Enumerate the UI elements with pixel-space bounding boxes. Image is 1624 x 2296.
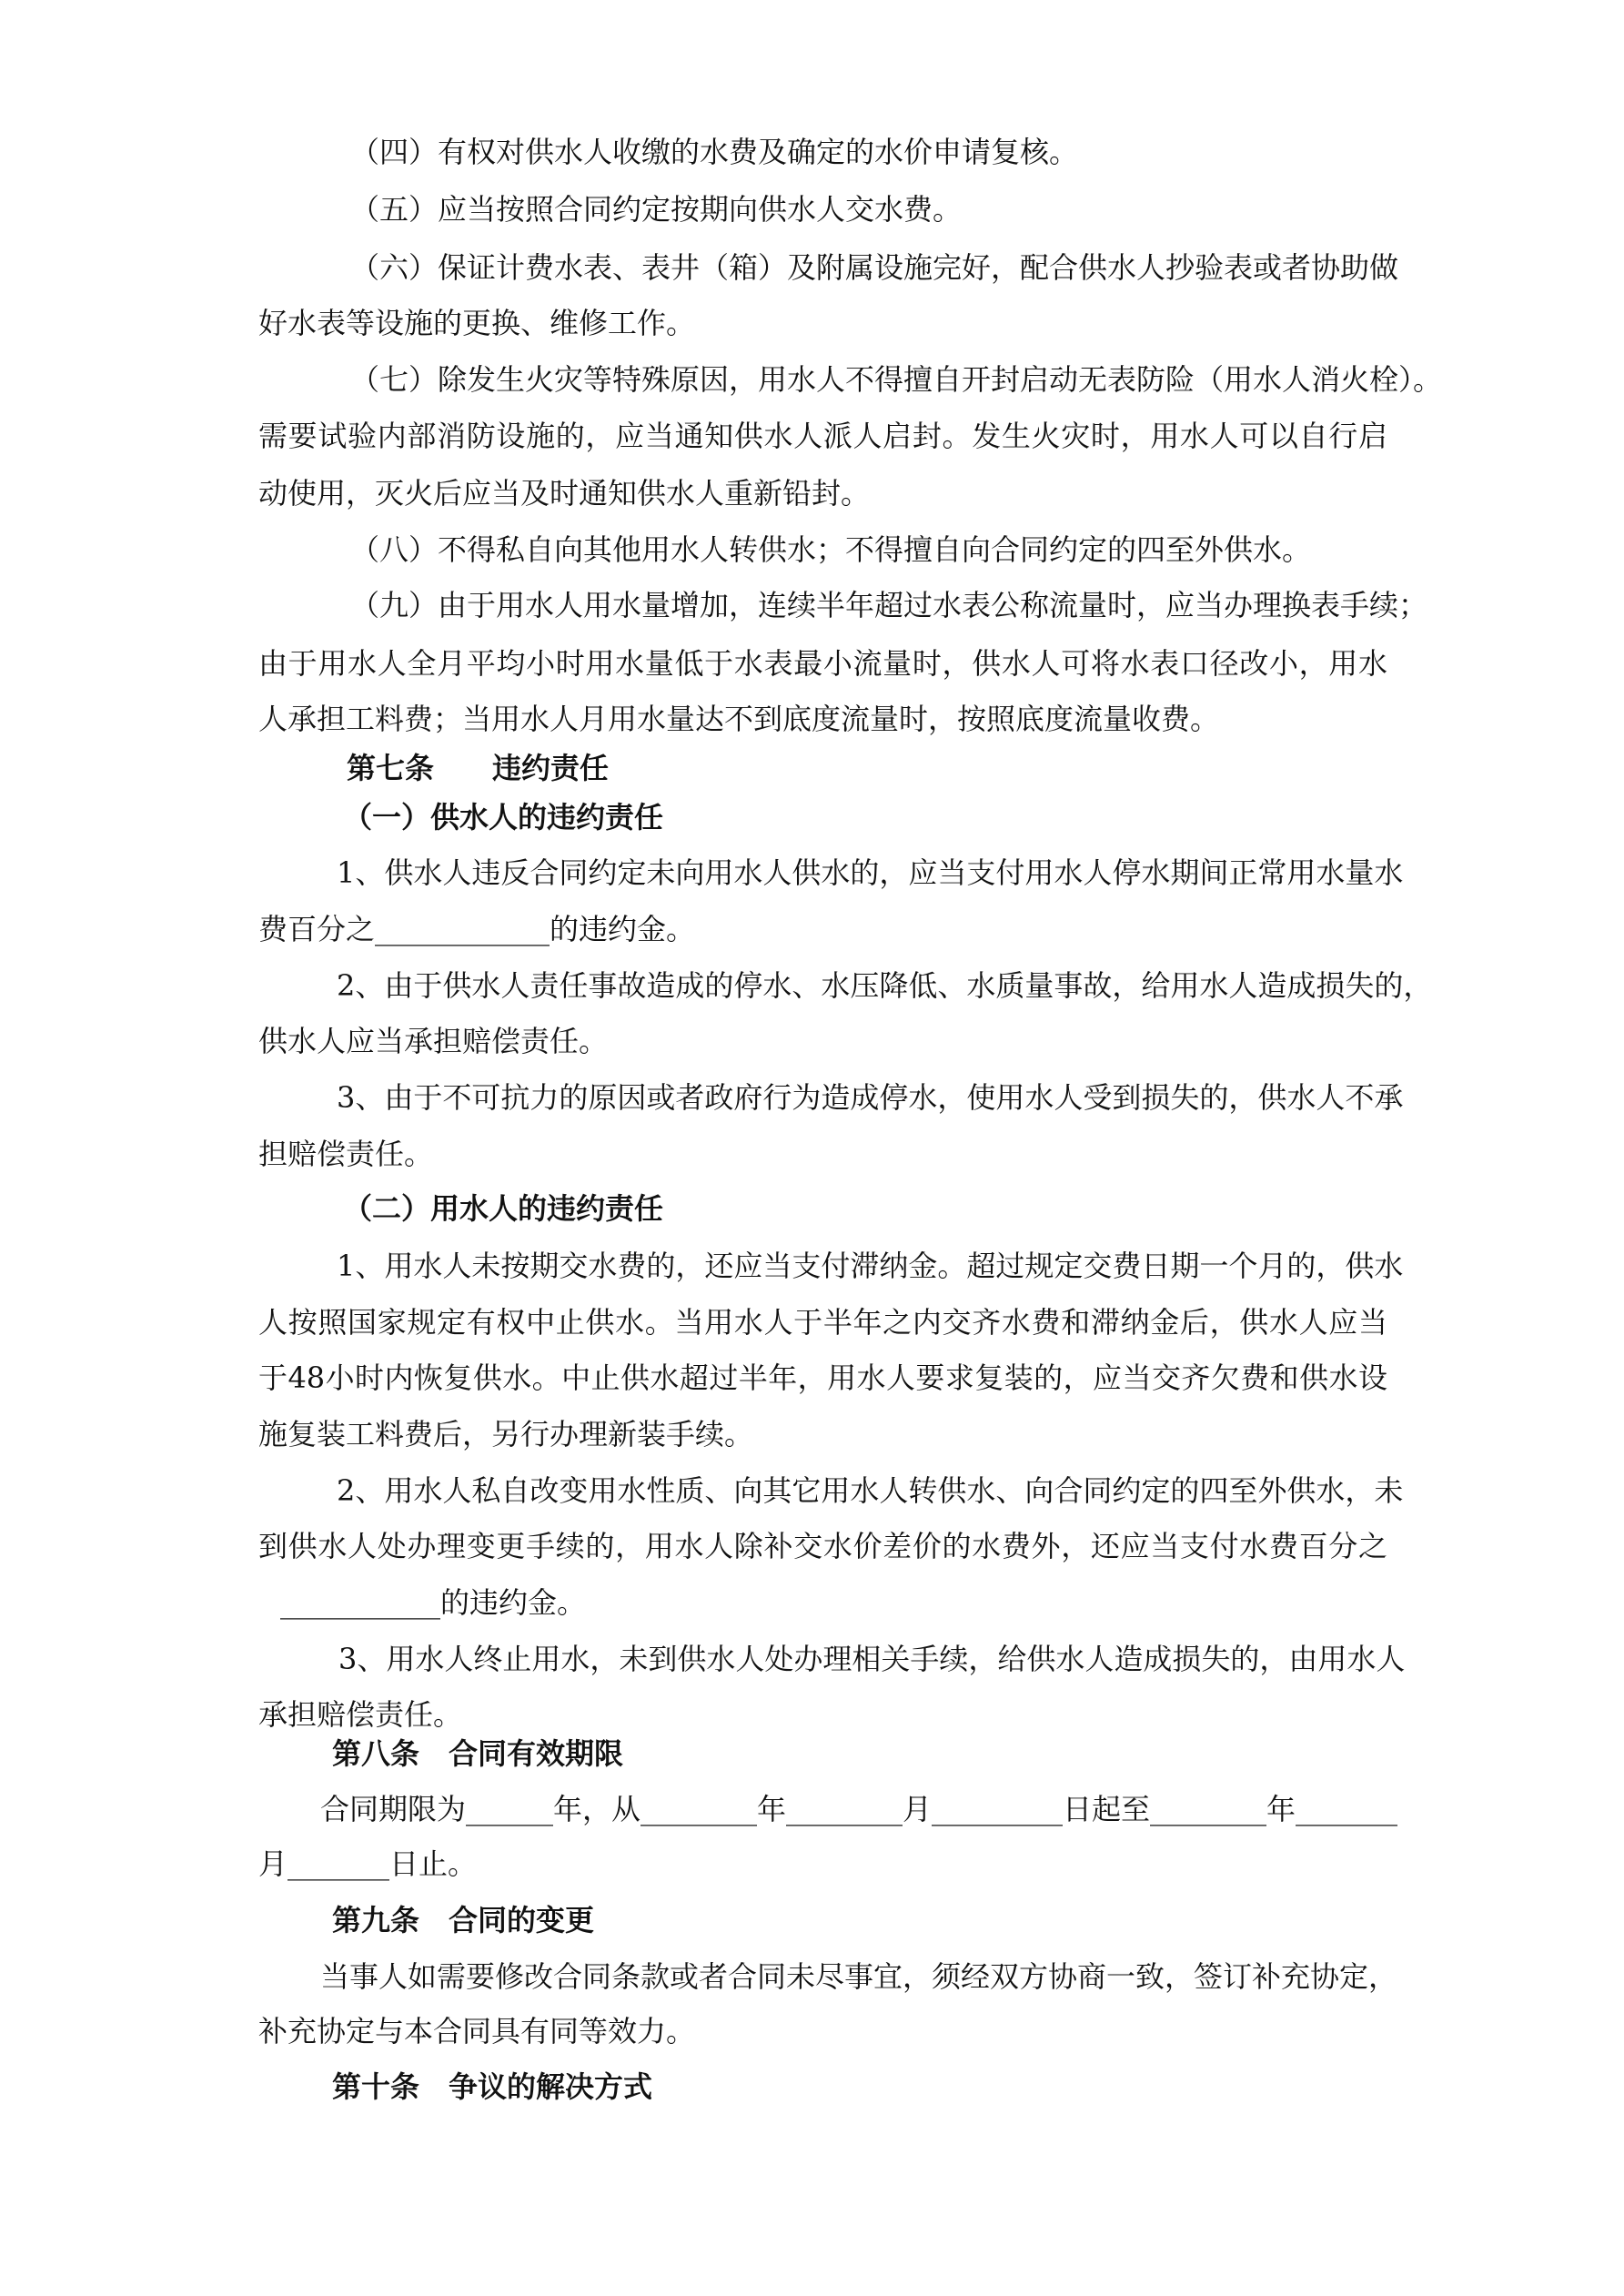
paragraph-line: 3、用水人终止用水，未到供水人处办理相关手续，给供水人造成损失的，由用水人 <box>338 1641 1406 1676</box>
section-heading: 第九条 合同的变更 <box>332 1902 595 1937</box>
paragraph-line: 需要试验内部消防设施的，应当通知供水人派人启封。发生火灾时，用水人可以自行启 <box>258 418 1387 453</box>
paragraph-line: 人按照国家规定有权中止供水。当用水人于半年之内交齐水费和滞纳金后，供水人应当 <box>258 1304 1387 1340</box>
paragraph-line: 到供水人处办理变更手续的，用水人除补交水价差价的水费外，还应当支付水费百分之 <box>258 1529 1387 1564</box>
paragraph-line: 3、由于不可抗力的原因或者政府行为造成停水，使用水人受到损失的，供水人不承 <box>337 1079 1404 1115</box>
paragraph-line: 承担赔偿责任。 <box>258 1697 463 1733</box>
paragraph-line: 于48小时内恢复供水。中止供水超过半年，用水人要求复装的，应当交齐欠费和供水设 <box>258 1360 1387 1396</box>
section-heading: （一）供水人的违约责任 <box>343 799 664 834</box>
paragraph-line: 1、供水人违反合同约定未向用水人供水的，应当支付用水人停水期间正常用水量水 <box>337 855 1404 891</box>
paragraph-line: （八）不得私自向其他用水人转供水；不得擅自向合同约定的四至外供水。 <box>350 531 1312 567</box>
paragraph-line: （五）应当按照合同约定按期向供水人交水费。 <box>350 192 963 228</box>
paragraph-line: 动使用，灭火后应当及时通知供水人重新铅封。 <box>258 476 871 511</box>
paragraph-line: 人承担工料费；当用水人月用水量达不到底度流量时，按照底度流量收费。 <box>258 702 1220 737</box>
paragraph-line: 2、由于供水人责任事故造成的停水、水压降低、水质量事故，给用水人造成损失的， <box>337 967 1433 1003</box>
paragraph-line: 当事人如需要修改合同条款或者合同未尽事宜，须经双方协商一致，签订补充协定， <box>320 1958 1398 1994</box>
paragraph-line: 月_______日止。 <box>258 1846 478 1882</box>
section-heading: 第十条 争议的解决方式 <box>332 2069 653 2105</box>
paragraph-line: 合同期限为______年，从________年________月_________日起至________年_______ <box>320 1792 1398 1827</box>
section-heading: 第七条 违约责任 <box>347 750 610 785</box>
paragraph-line: 施复装工料费后，另行办理新装手续。 <box>258 1416 754 1451</box>
paragraph-line: 担赔偿责任。 <box>258 1136 434 1171</box>
paragraph-line: （九）由于用水人用水量增加，连续半年超过水表公称流量时，应当办理换表手续； <box>350 588 1428 623</box>
paragraph-line: （七）除发生火灾等特殊原因，用水人不得擅自开封启动无表防险（用水人消火栓）。 <box>350 362 1443 398</box>
paragraph-line: 补充协定与本合同具有同等效力。 <box>258 2013 696 2048</box>
paragraph-line: 费百分之____________的违约金。 <box>258 911 696 946</box>
paragraph-line: ___________的违约金。 <box>280 1584 587 1620</box>
section-heading: （二）用水人的违约责任 <box>343 1190 664 1226</box>
section-heading: 第八条 合同有效期限 <box>332 1735 624 1771</box>
paragraph-line: （六）保证计费水表、表井（箱）及附属设施完好，配合供水人抄验表或者协助做 <box>350 249 1399 285</box>
paragraph-line: （四）有权对供水人收缴的水费及确定的水价申请复核。 <box>350 135 1079 170</box>
paragraph-line: 供水人应当承担赔偿责任。 <box>258 1024 609 1059</box>
paragraph-line: 2、用水人私自改变用水性质、向其它用水人转供水、向合同约定的四至外供水，未 <box>337 1472 1404 1508</box>
paragraph-line: 好水表等设施的更换、维修工作。 <box>258 306 696 341</box>
paragraph-line: 由于用水人全月平均小时用水量低于水表最小流量时，供水人可将水表口径改小，用水 <box>258 645 1387 681</box>
paragraph-line: 1、用水人未按期交水费的，还应当支付滞纳金。超过规定交费日期一个月的，供水 <box>337 1248 1404 1283</box>
